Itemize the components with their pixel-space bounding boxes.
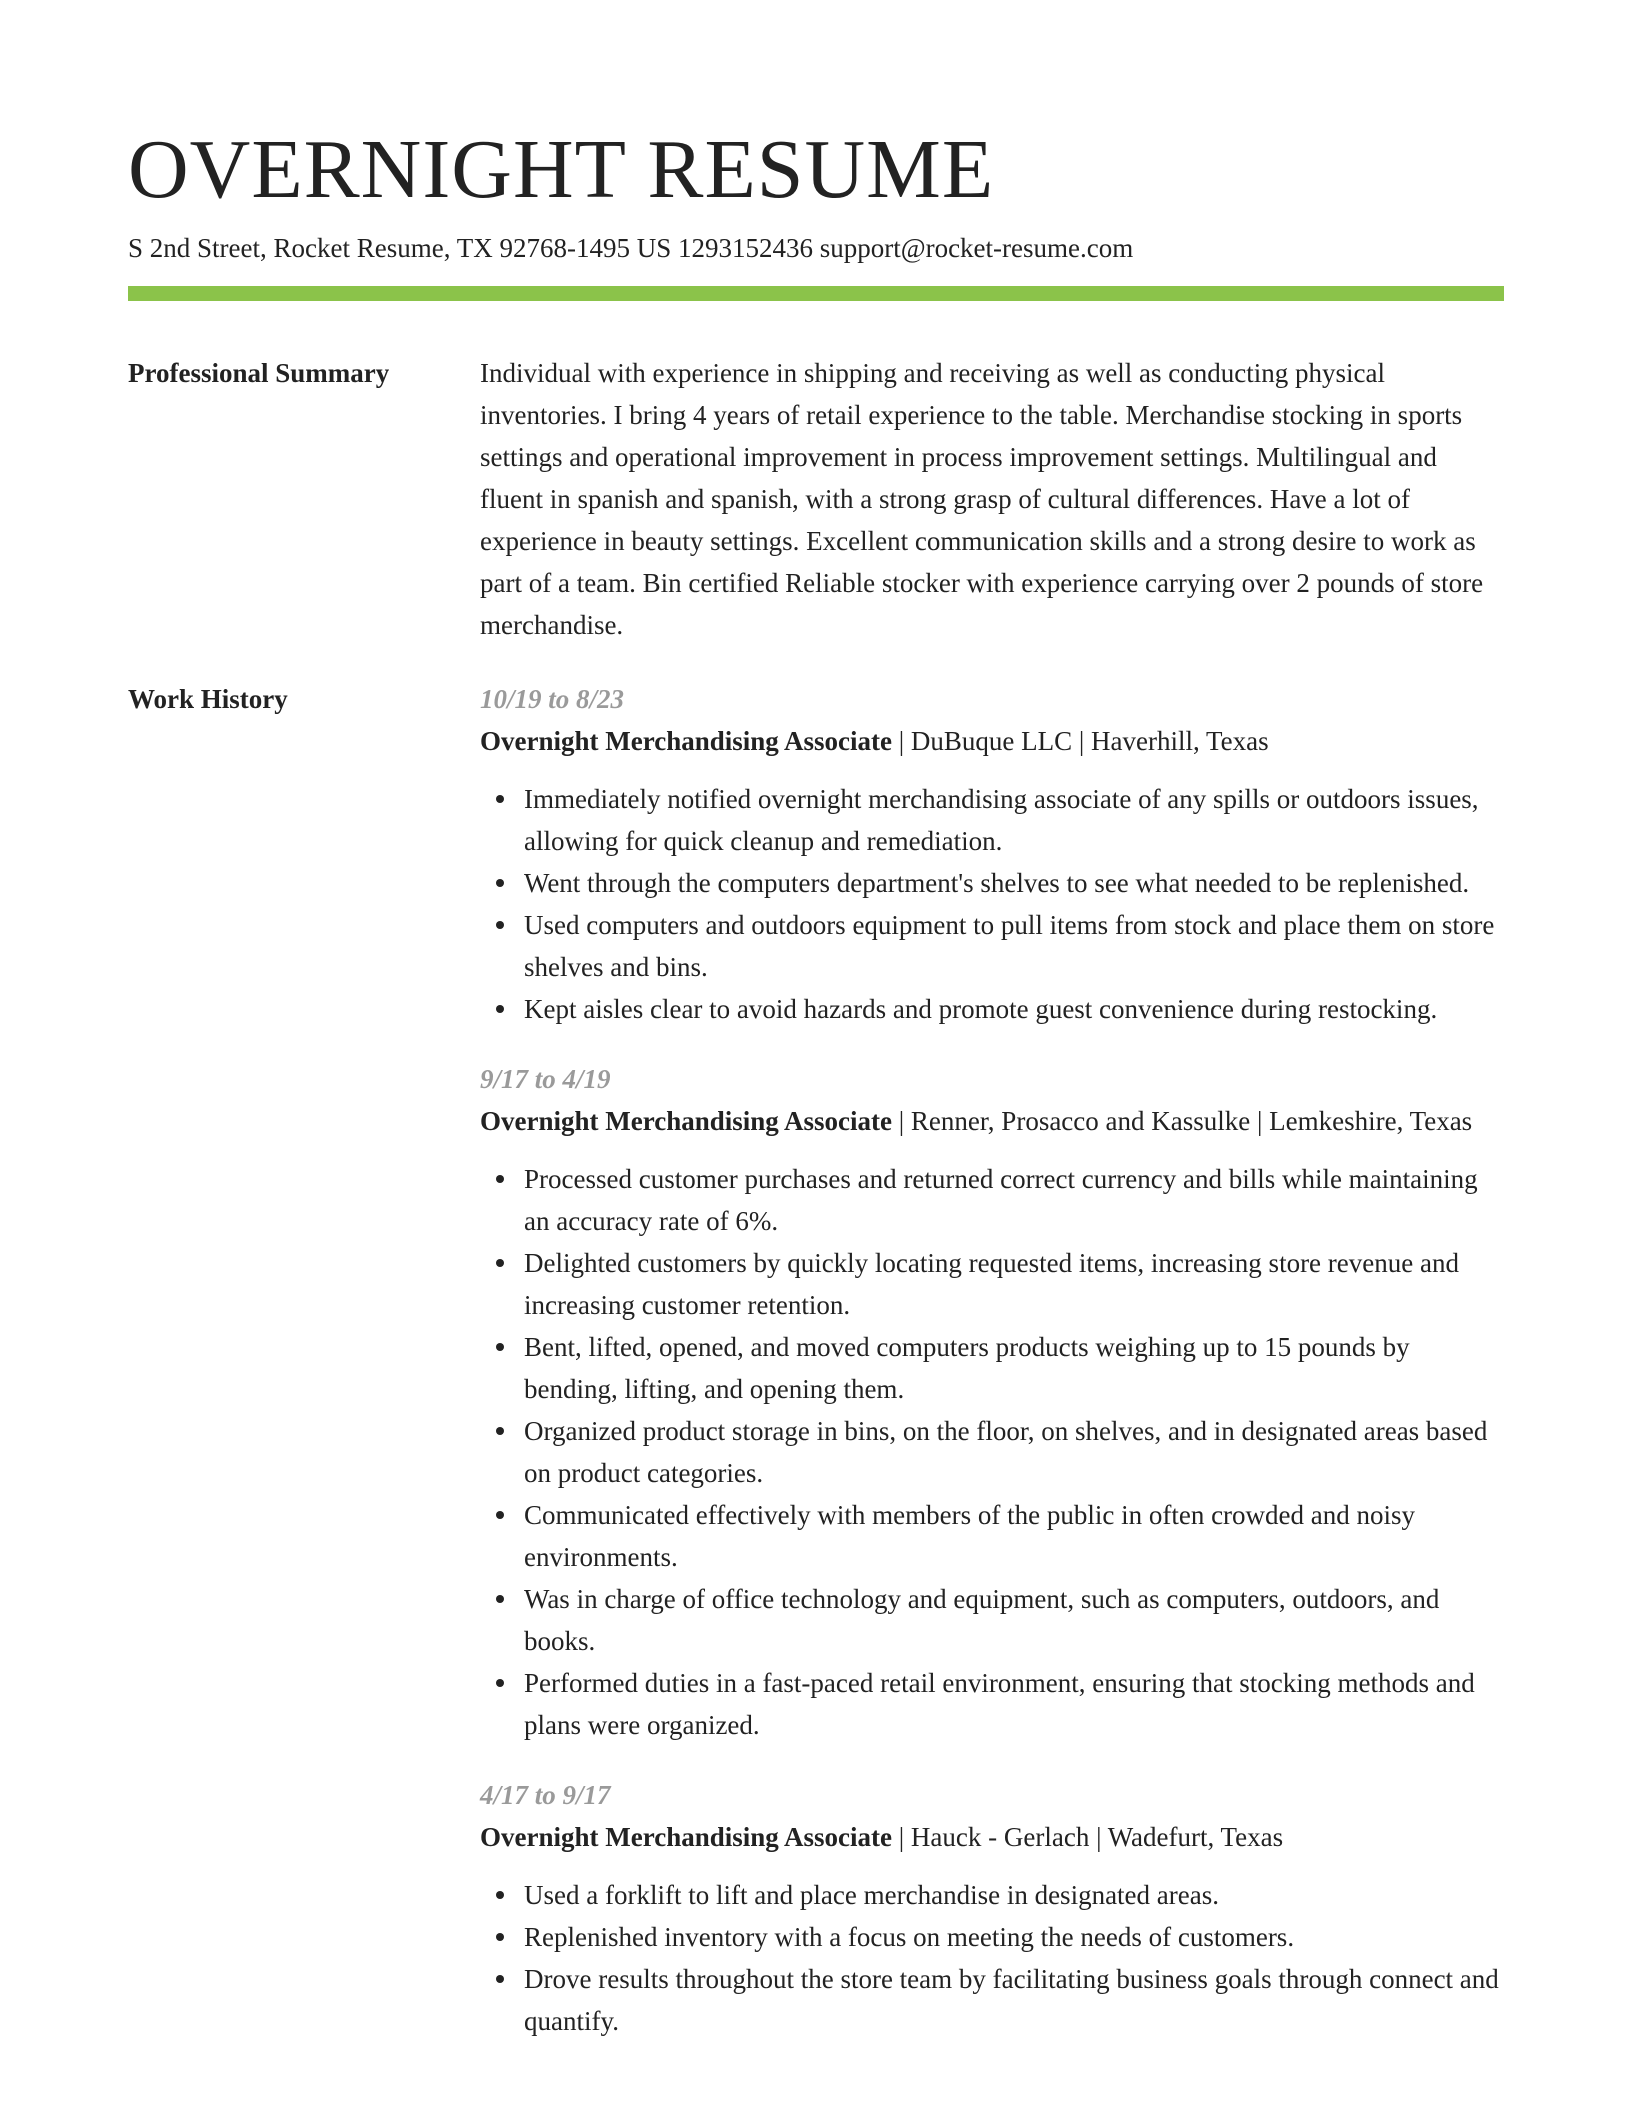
job-bullet: Went through the computers department's shelves to see what needed to be replenished. (524, 862, 1504, 904)
job-bullet-list (480, 778, 1504, 1030)
job-bullet: Communicated effectively with members of the public in often crowded and noisy environments. (524, 1494, 1504, 1578)
summary-body (480, 352, 1504, 646)
job-bullet: Used computers and outdoors equipment to pull items from stock and place them on store shelves and bins. (524, 904, 1504, 988)
job-heading (480, 1100, 1504, 1142)
summary-heading: Professional Summary (128, 358, 390, 388)
job-employer-location: | DuBuque LLC | Haverhill, Texas (892, 726, 1269, 756)
summary-text: Individual with experience in shipping and receiving as well as conducting physical inventories. I bring 4 years of retail experience to the table. Merchandise stocking in sports settings and operational improvement in process improvement settings. Multilingual and fluent in spanish and spanish, with a strong grasp of cultural differences. Have a lot of experience in beauty settings. Excellent communication skills and a strong desire to work as part of a team. Bin certified Reliable stocker with experience carrying over 2 pounds of store merchandise. (480, 358, 1484, 640)
job-bullet: Immediately notified overnight merchandising associate of any spills or outdoors issues, allowing for quick cleanup and remediation. (524, 778, 1504, 862)
job-title: Overnight Merchandising Associate (480, 1822, 893, 1852)
job-employer-location: | Renner, Prosacco and Kassulke | Lemkeshire, Texas (892, 1106, 1473, 1136)
job-dates: 4/17 to 9/17 (480, 1780, 611, 1810)
job-bullet: Was in charge of office technology and equipment, such as computers, outdoors, and books. (524, 1578, 1504, 1662)
job-employer-location: | Hauck - Gerlach | Wadefurt, Texas (892, 1822, 1284, 1852)
job-bullet: Bent, lifted, opened, and moved computers products weighing up to 15 pounds by bending, lifting, and opening them. (524, 1326, 1504, 1410)
job-entry (480, 1774, 1504, 2042)
job-bullet: Processed customer purchases and returned correct currency and bills while maintaining an accuracy rate of 6%. (524, 1158, 1504, 1242)
job-entry (480, 678, 1504, 1030)
job-bullet: Used a forklift to lift and place merchandise in designated areas. (524, 1874, 1504, 1916)
job-heading (480, 720, 1504, 762)
resume-name: OVERNIGHT RESUME (128, 123, 995, 216)
job-bullet-list (480, 1874, 1504, 2042)
job-bullet: Replenished inventory with a focus on meeting the needs of customers. (524, 1916, 1504, 1958)
job-heading (480, 1816, 1504, 1858)
job-title: Overnight Merchandising Associate (480, 1106, 893, 1136)
job-entry (480, 1058, 1504, 1746)
work-history-body (480, 678, 1504, 2070)
work-history-heading: Work History (128, 684, 288, 714)
job-dates: 9/17 to 4/19 (480, 1064, 611, 1094)
job-title: Overnight Merchandising Associate (480, 726, 893, 756)
job-bullet: Drove results throughout the store team by facilitating business goals through connect and quantify. (524, 1958, 1504, 2042)
header-divider (128, 286, 1504, 301)
job-bullet: Kept aisles clear to avoid hazards and promote guest convenience during restocking. (524, 988, 1504, 1030)
job-bullet-list (480, 1158, 1504, 1746)
job-bullet: Delighted customers by quickly locating requested items, increasing store revenue and increasing customer retention. (524, 1242, 1504, 1326)
contact-line: S 2nd Street, Rocket Resume, TX 92768-1495 US 1293152436 support@rocket-resume.com (128, 233, 1134, 263)
job-bullet: Organized product storage in bins, on the floor, on shelves, and in designated areas based on product categories. (524, 1410, 1504, 1494)
job-bullet: Performed duties in a fast-paced retail environment, ensuring that stocking methods and plans were organized. (524, 1662, 1504, 1746)
job-dates: 10/19 to 8/23 (480, 684, 625, 714)
